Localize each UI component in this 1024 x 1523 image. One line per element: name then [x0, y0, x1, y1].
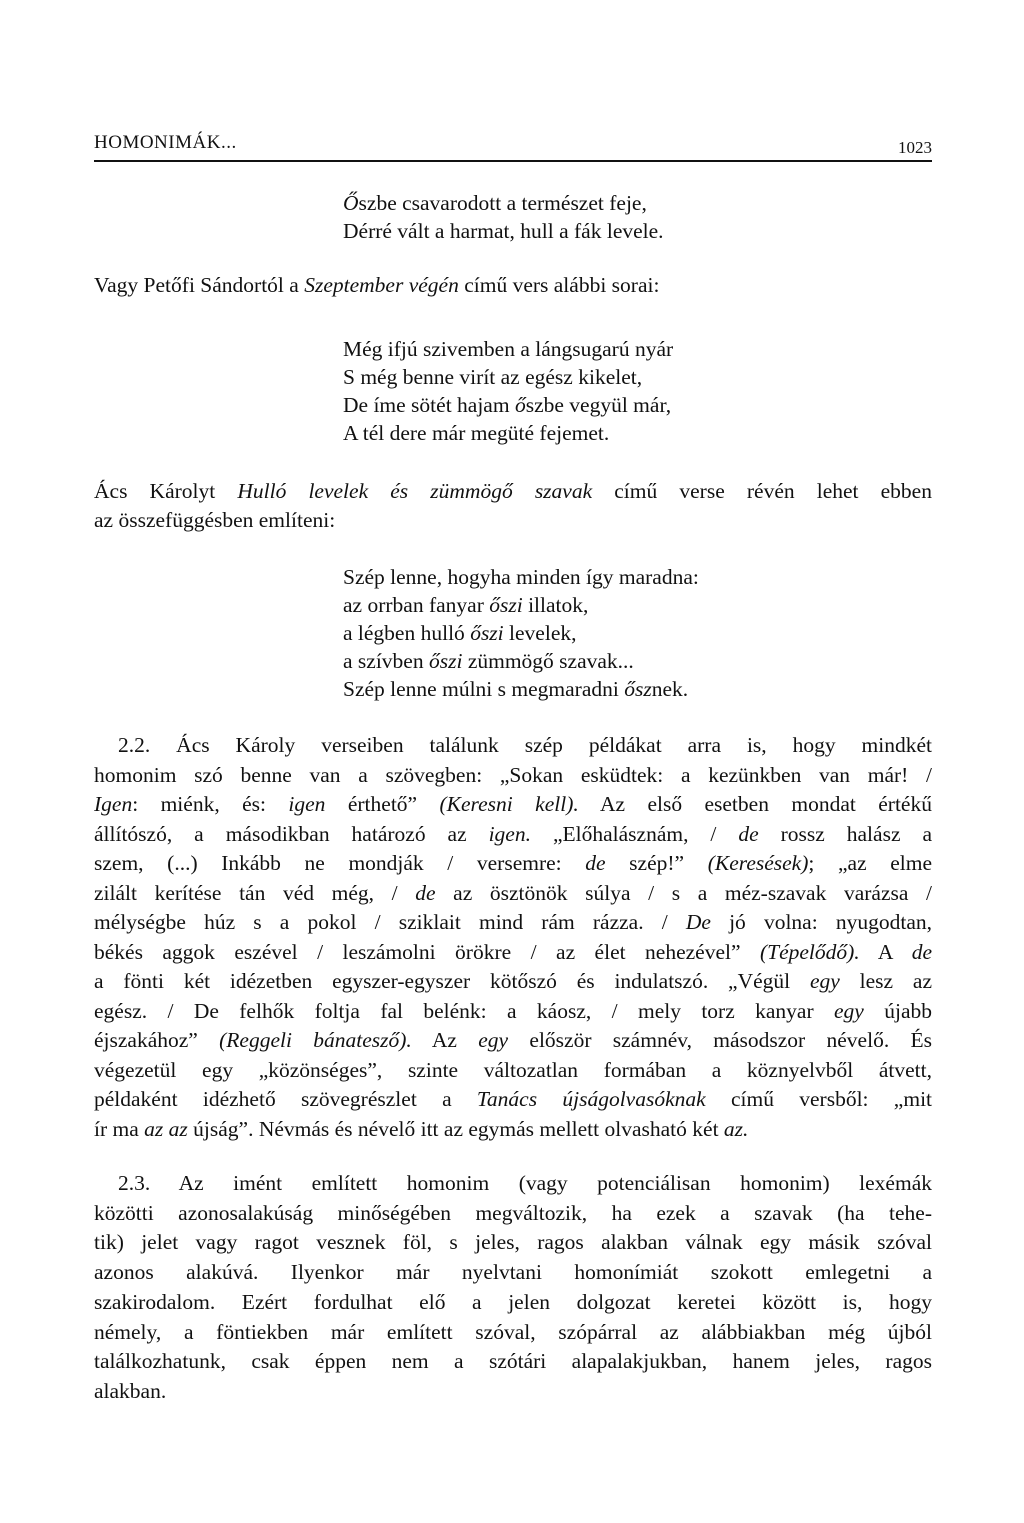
text-line [343, 218, 664, 244]
italic-text: (Keresni kell). [439, 792, 579, 816]
text-run: Ács Károlyt [94, 479, 238, 503]
text-run: nek. [651, 677, 689, 701]
text-run: érthető” [325, 792, 440, 816]
text-run: újság”. Névmás és névelő itt az egymás mellett olvasható két [187, 1116, 724, 1141]
italic-text: egy [834, 998, 864, 1023]
text-run: a fönti két idézetben egyszer-egyszer kötőszó és indulatszó. „Végül [94, 969, 810, 993]
italic-text: de [585, 851, 606, 875]
text-line [343, 336, 673, 362]
italic-text: Szeptember végén [304, 273, 459, 297]
text-line [94, 1259, 932, 1285]
text-line [94, 762, 932, 788]
text-run: című versből: „mit [705, 1087, 932, 1111]
text-line [343, 420, 609, 446]
text-run: Az [411, 1028, 479, 1052]
text-line [94, 1348, 932, 1374]
text-line [94, 880, 932, 906]
text-line [343, 648, 634, 674]
text-line [343, 620, 576, 646]
text-run: az ösztönök súlya / s a méz-szavak varázsa / [435, 880, 932, 905]
italic-text: őszi [428, 649, 463, 673]
text-run: példaként idézhető szövegrészlet a [94, 1087, 477, 1111]
text-line [94, 1200, 932, 1226]
page-header [94, 132, 932, 162]
text-line [118, 1170, 932, 1196]
text-run: 2.3. Az imént említett homonim (vagy potenciálisan homonim) lexémák [118, 1171, 932, 1195]
text-run: egész. / De felhők foltja fal belénk: a káosz, / mely torz kanyar [94, 998, 834, 1023]
text-run: jó volna: nyugodtan, [710, 910, 932, 934]
italic-text: (Tépelődő). [759, 939, 860, 964]
text-run: Az első esetben mondat értékű [578, 792, 932, 816]
text-run: De íme sötét hajam [343, 393, 515, 417]
text-run: szép!” [605, 851, 708, 875]
text-run: című verse révén lehet ebben [592, 479, 932, 503]
text-line [94, 1116, 932, 1142]
text-run: Szép lenne, hogyha minden így maradna: [343, 565, 699, 589]
text-run: zilált kerítése tán véd még, / [94, 880, 416, 905]
text-line [94, 507, 932, 533]
italic-text: Ő [343, 191, 359, 215]
italic-text: őszi [470, 621, 504, 645]
text-run: szem, (...) Inkább ne mondják / versemre: [94, 851, 586, 875]
text-run: békés aggok eszével / leszámolni örökre / az élet nehezével” [94, 939, 760, 964]
text-line [94, 821, 932, 847]
text-line [343, 676, 688, 702]
text-run: illatok, [522, 593, 589, 617]
italic-text: egy [478, 1028, 509, 1052]
italic-text: az. [723, 1116, 749, 1141]
italic-text: ősz [624, 677, 652, 701]
text-line [118, 732, 932, 758]
text-line [343, 392, 671, 418]
text-run: találkozhatunk, csak éppen nem a szótári alapalakjukban, hanem jeles, ragos [94, 1349, 932, 1374]
text-run: azonos alakúvá. Ilyenkor már nyelvtani homonímiát szokott emlegetni a [94, 1260, 932, 1285]
italic-text: igen [288, 792, 326, 816]
text-line [94, 850, 932, 876]
text-run: az orrban fanyar [343, 593, 490, 617]
text-line [94, 939, 932, 965]
text-run: éjszakához” [94, 1028, 220, 1052]
text-line [94, 272, 932, 298]
text-run: az összefüggésben említeni: [94, 508, 336, 532]
text-line [94, 1378, 932, 1404]
text-run: Dérré vált a harmat, hull a fák levele. [343, 219, 664, 243]
text-run: 2.2. Ács Károly verseiben találunk szép példákat arra is, hogy mindkét [118, 733, 932, 757]
italic-text: (Reggeli bánatesző). [219, 1028, 412, 1052]
text-run: ír ma [94, 1116, 145, 1141]
text-line [94, 1229, 932, 1255]
text-line [94, 1027, 932, 1053]
italic-text: Igen [94, 792, 133, 816]
text-run: mélységbe húz s a pokol / sziklait mind rám rázza. / [94, 910, 686, 934]
text-run: szbe vegyül már, [525, 393, 672, 417]
italic-text: Tanács újságolvasóknak [476, 1087, 706, 1111]
text-line [343, 190, 647, 216]
text-run: némely, a föntiekben már említett szóval, szópárral az alábbiakban még újból [94, 1319, 932, 1344]
text-line [94, 968, 932, 994]
text-run: Még ifjú szivemben a lángsugarú nyár [343, 337, 674, 361]
text-run: : miénk, és: [132, 792, 289, 816]
italic-text: egy [809, 969, 840, 993]
text-run: a légben hulló [343, 621, 471, 645]
italic-text: De [685, 910, 711, 934]
text-line [94, 478, 932, 504]
text-run: szakirodalom. Ezért fordulhat elő a jelen dolgozat keretei között is, hogy [94, 1289, 932, 1314]
italic-text: igen. [488, 821, 531, 846]
italic-text: de [415, 880, 436, 905]
text-line [343, 564, 699, 590]
running-title: HOMONIMÁK... [94, 132, 237, 153]
text-run: végezetül egy „közönséges”, szinte változatlan formában a köznyelvből átvett, [94, 1057, 932, 1082]
italic-text: Hulló levelek és zümmögő szavak [237, 479, 593, 503]
text-line [343, 364, 642, 390]
text-line [94, 1086, 932, 1112]
italic-text: ő [514, 393, 526, 417]
italic-text: (Keresések) [707, 851, 809, 875]
text-line [94, 1289, 932, 1315]
italic-text: az az [144, 1116, 188, 1141]
text-line [94, 791, 932, 817]
text-line [94, 998, 932, 1024]
text-run: S még benne virít az egész kikelet, [343, 365, 643, 389]
text-run: Szép lenne múlni s megmaradni [343, 677, 625, 701]
text-run: újabb [863, 998, 932, 1023]
italic-text: őszi [489, 593, 523, 617]
text-run: rossz halász a [758, 821, 932, 846]
text-run: lesz az [839, 969, 932, 993]
text-run: a szívben [343, 649, 429, 673]
text-run: először számnév, másodszor névelő. És [508, 1028, 932, 1052]
text-line [94, 1057, 932, 1083]
italic-text: de [738, 821, 759, 846]
text-run: A [859, 939, 912, 964]
text-line [94, 1319, 932, 1345]
text-run: A tél dere már megüté fejemet. [343, 421, 610, 445]
text-run: ; „az elme [808, 851, 932, 875]
text-run: tik) jelet vagy ragot vesznek föl, s jeles, ragos alakban válnak egy másik szóval [94, 1230, 932, 1255]
page-number: 1023 [898, 138, 932, 157]
italic-text: de [911, 939, 932, 964]
text-line [94, 909, 932, 935]
text-run: állítószó, a másodikban határozó az [94, 821, 489, 846]
text-run: levelek, [503, 621, 577, 645]
text-line [343, 592, 588, 618]
text-run: című vers alábbi sorai: [458, 273, 660, 297]
text-run: homonim szó benne van a szövegben: „Sokan esküdtek: a kezünkben van már! / [94, 762, 932, 787]
text-run: szbe csavarodott a természet feje, [358, 191, 647, 215]
text-run: Vagy Petőfi Sándortól a [94, 273, 305, 297]
text-run: közötti azonosalakúság minőségében megváltozik, ha ezek a szavak (ha tehe- [94, 1200, 932, 1225]
text-run: alakban. [94, 1378, 167, 1403]
text-run: „Előhalásznám, / [530, 821, 739, 846]
text-run: zümmögő szavak... [462, 649, 634, 673]
